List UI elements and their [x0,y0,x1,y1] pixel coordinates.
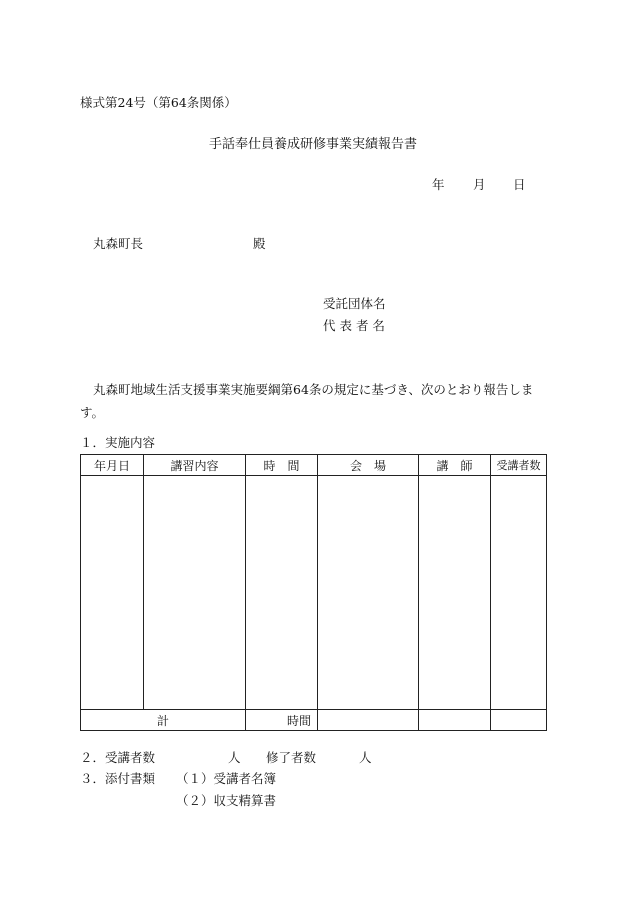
form-number: 様式第24号（第64条関係） [80,95,237,110]
date-month-label: 月 [473,177,486,192]
cell-venue[interactable] [318,476,419,710]
table-total-row [81,710,547,731]
total-label: 計 [81,710,246,731]
completed-unit: 人 [359,750,372,765]
cell-instructor[interactable] [419,476,491,710]
col-course-content: 講習内容 [144,455,246,476]
col-date: 年月日 [81,455,144,476]
section2-label: ２．受講者数 [80,750,156,765]
cell-course-content[interactable] [144,476,246,710]
org-name-label: 受託団体名 [323,296,386,311]
date-day-label: 日 [513,177,526,192]
date-year-label: 年 [432,177,445,192]
col-instructor: 講 師 [419,455,491,476]
addressee-name: 丸森町長 [93,236,144,251]
total-participants-cell[interactable] [491,710,547,731]
participants-unit: 人 [228,750,241,765]
attachment-item: （２）収支精算書 [176,793,277,808]
section1-heading: １．実施内容 [80,435,156,450]
cell-time[interactable] [246,476,318,710]
total-hours-unit: 時間 [246,710,318,731]
table-header-row [81,455,547,476]
document-title: 手話奉仕員養成研修事業実績報告書 [209,137,418,152]
section3-label: ３．添付書類 [80,771,156,786]
addressee-honorific: 殿 [253,236,266,251]
total-venue-cell[interactable] [318,710,419,731]
col-venue: 会 場 [318,455,419,476]
cell-participants[interactable] [491,476,547,710]
implementation-table [80,454,547,731]
attachment-item: （１）受講者名簿 [176,771,277,786]
cell-date[interactable] [81,476,144,710]
completed-label: 修了者数 [266,750,317,765]
col-participants: 受講者数 [491,455,547,476]
table-body-row [81,476,547,710]
total-instructor-cell[interactable] [419,710,491,731]
representative-label: 代 表 者 名 [323,318,385,333]
body-paragraph: 丸森町地域生活支援事業実施要綱第64条の規定に基づき、次のとおり報告します。 [80,382,534,420]
col-time: 時 間 [246,455,318,476]
